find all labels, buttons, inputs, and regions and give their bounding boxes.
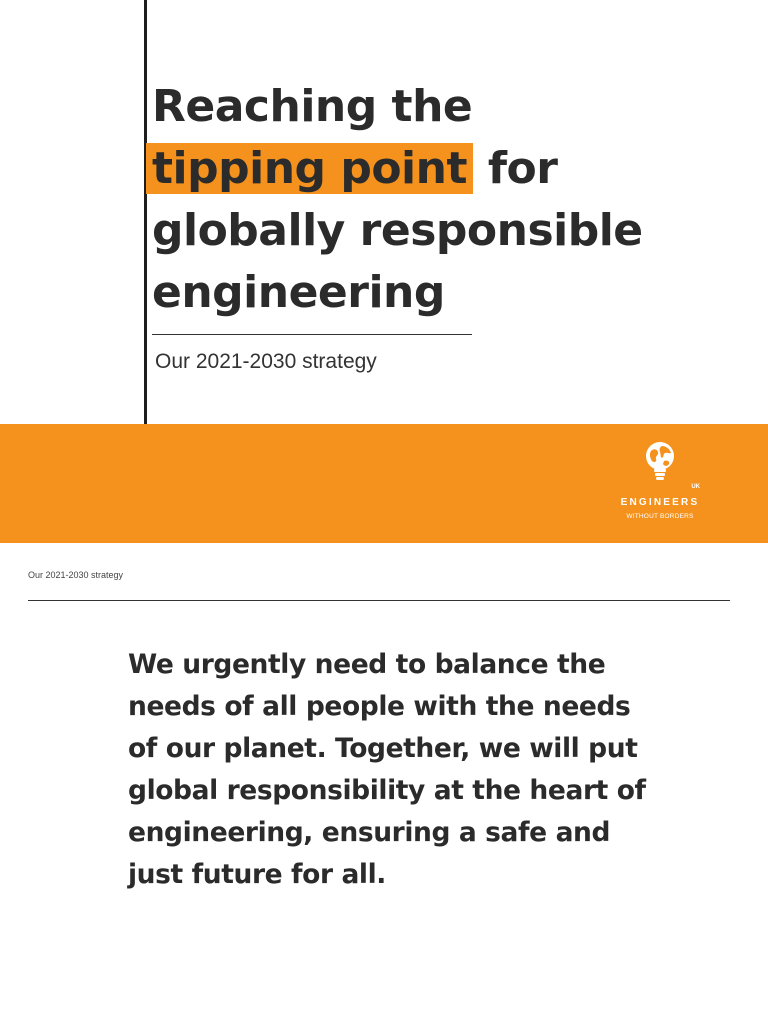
engineers-without-borders-logo — [612, 440, 708, 530]
title-line-2-rest: for — [473, 143, 558, 194]
statement-line: We urgently need to balance the — [128, 649, 606, 680]
statement-line: engineering, ensuring a safe and — [128, 817, 611, 848]
cover-title — [152, 76, 752, 324]
statement-line: global responsibility at the heart of — [128, 775, 646, 806]
title-highlight: tipping point — [146, 143, 473, 194]
lightbulb-globe-icon — [643, 440, 677, 484]
title-line-2 — [152, 138, 752, 200]
cover-page — [0, 0, 768, 424]
logo-country: UK — [691, 484, 700, 490]
header-divider — [28, 600, 730, 601]
logo-tagline: WITHOUT BORDERS — [626, 513, 694, 520]
statement-line: of our planet. Together, we will put — [128, 733, 638, 764]
title-line-3: globally responsible — [152, 205, 643, 256]
title-divider — [152, 334, 472, 335]
statement-line: just future for all. — [128, 859, 386, 890]
title-line-1: Reaching the — [152, 81, 473, 132]
statement-line: needs of all people with the needs — [128, 691, 631, 722]
vertical-rule — [144, 0, 147, 424]
running-header: Our 2021-2030 strategy — [28, 570, 124, 580]
mission-statement — [128, 644, 668, 896]
title-line-4: engineering — [152, 267, 445, 318]
logo-name: ENGINEERS — [620, 497, 700, 508]
cover-subtitle: Our 2021-2030 strategy — [155, 350, 377, 373]
